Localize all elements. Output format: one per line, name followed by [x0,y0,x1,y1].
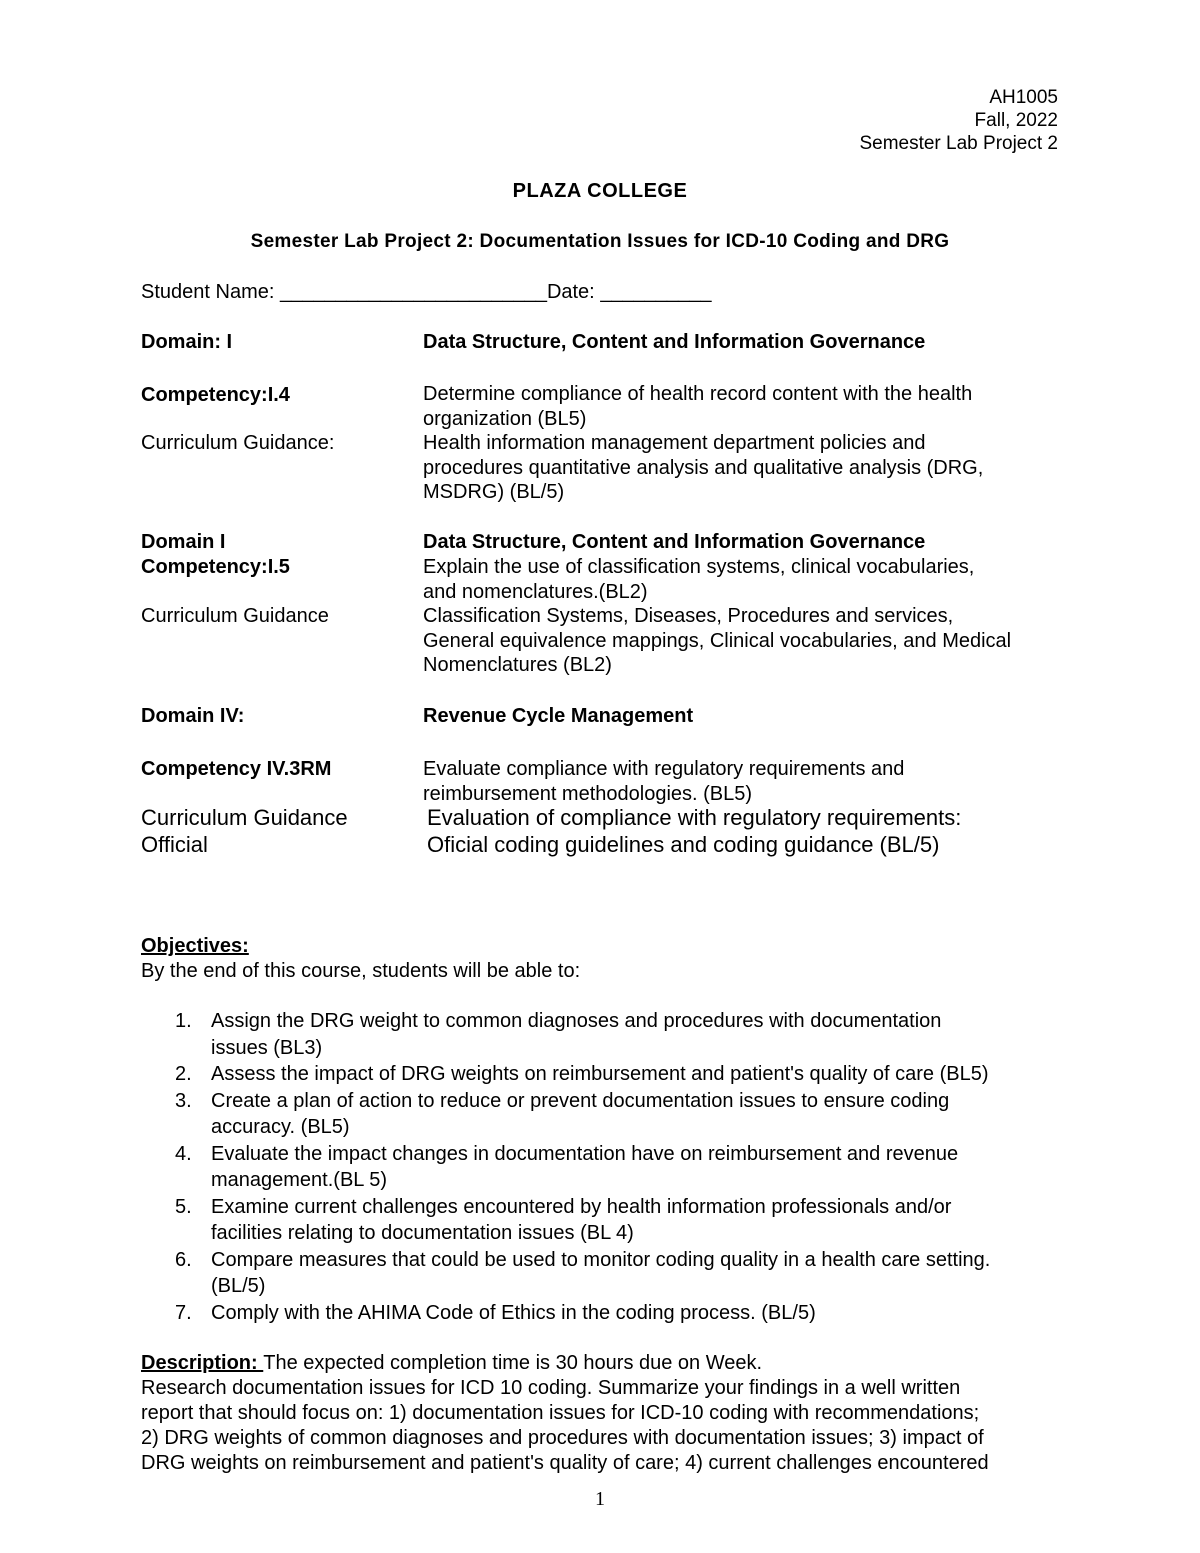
list-item-number: 2. [175,1063,192,1085]
list-item-number: 6. [175,1248,192,1271]
competency-1-5-line: and nomenclatures.(BL2) [423,580,648,603]
competency-1-4-label: Competency:I.4 [141,384,290,406]
description-line-1 [141,1351,1071,1376]
list-item-text: Evaluate the impact changes in documentation have on reimbursement and revenue [211,1142,959,1165]
page-title: Semester Lab Project 2: Documentation Issues for ICD-10 Coding and DRG [250,231,950,252]
domain-1-label: Domain: I [141,331,233,353]
list-item [141,1008,1061,1061]
description-text: report that should focus on: 1) documentation issues for ICD-10 coding with recommendations; [141,1402,980,1424]
objectives-heading: Objectives: [141,935,249,957]
date-blank[interactable]: __________ [600,281,712,303]
competency-1-4-line: organization (BL5) [423,407,587,430]
description-text: DRG weights on reimbursement and patient's quality of care; 4) current challenges encountered [141,1452,989,1474]
competency-1-5-label: Competency:I.5 [141,556,290,578]
page-number: 1 [595,1488,605,1510]
description-text: Research documentation issues for ICD 10 coding. Summarize your findings in a well written [141,1377,961,1399]
student-line [141,281,712,304]
curriculum-guidance-1-label: Curriculum Guidance: [141,432,335,454]
college-name: PLAZA COLLEGE [512,180,688,202]
list-item-text: issues (BL3) [211,1036,323,1059]
domain-2-label: Domain I [141,531,226,553]
description-text: 2) DRG weights of common diagnoses and procedures with documentation issues; 3) impact of [141,1427,984,1449]
list-item-number: 3. [175,1089,192,1112]
competency-1-5-line: Explain the use of classification systems, clinical vocabularies, [423,556,975,578]
description [141,1351,1071,1476]
competency-1-5-text [423,555,974,604]
official-value: Oficial coding guidelines and coding guidance (BL/5) [427,832,940,857]
date-label: Date: [546,281,595,303]
list-item-text: Examine current challenges encountered by health information professionals and/or [211,1195,952,1218]
domain-4-label: Domain IV: [141,705,245,727]
curriculum-guidance-line: Health information management department policies and [423,432,926,454]
competency-1-4-text [423,382,972,431]
competency-1-4-line: Determine compliance of health record content with the health [423,383,973,405]
list-item-text: Assign the DRG weight to common diagnoses and procedures with documentation [211,1010,942,1032]
list-item [141,1300,1061,1327]
list-item-text: Assess the impact of DRG weights on reimbursement and patient's quality of care (BL5) [211,1063,989,1085]
student-name-label: Student Name: [141,281,275,303]
document-header [859,86,1058,155]
domain-1-value: Data Structure, Content and Information Governance [423,331,926,353]
list-item-number: 1. [175,1010,192,1032]
objectives-list [141,1008,1061,1326]
list-item-text: management.(BL 5) [211,1169,388,1191]
list-item-text: (BL/5) [211,1275,266,1297]
list-item-number: 5. [175,1195,192,1218]
objectives-intro: By the end of this course, students will be able to: [141,960,581,982]
curriculum-guidance-2-label: Curriculum Guidance [141,605,329,627]
list-item-number: 4. [175,1142,192,1165]
competency-4-3rm-label: Competency IV.3RM [141,758,332,780]
curriculum-guidance-2-text [423,604,1011,678]
list-item [141,1061,1061,1088]
list-item [141,1141,1061,1194]
list-item-text: accuracy. (BL5) [211,1116,350,1138]
competency-4-3rm-line: Evaluate compliance with regulatory requirements and [423,758,905,780]
list-item [141,1247,1061,1300]
term: Fall, 2022 [974,110,1058,131]
competency-4-3rm-text [423,757,904,806]
course-code: AH1005 [989,87,1058,108]
description-text: The expected completion time is 30 hours due on Week. [263,1352,763,1374]
domain-2-value: Data Structure, Content and Information Governance [423,531,926,553]
competency-4-3rm-line: reimbursement methodologies. (BL5) [423,782,753,805]
list-item-text: Compare measures that could be used to monitor coding quality in a health care setting. [211,1248,991,1271]
list-item-text: Comply with the AHIMA Code of Ethics in the coding process. (BL/5) [211,1301,816,1324]
list-item [141,1194,1061,1247]
domain-4-value: Revenue Cycle Management [423,705,694,727]
description-heading: Description: [141,1352,264,1374]
curriculum-guidance-3-value: Evaluation of compliance with regulatory requirements: [427,805,962,830]
curriculum-guidance-3-label: Curriculum Guidance [141,805,348,830]
curriculum-guidance-1-text [423,431,983,505]
curriculum-guidance-line: procedures quantitative analysis and qualitative analysis (DRG, [423,456,984,479]
project-label: Semester Lab Project 2 [859,133,1058,154]
list-item-text: facilities relating to documentation issues (BL 4) [211,1222,634,1244]
official-label: Official [141,832,208,857]
curriculum-guidance-line: Classification Systems, Diseases, Procedures and services, [423,605,954,627]
curriculum-guidance-line: MSDRG) (BL/5) [423,481,565,503]
list-item [141,1088,1061,1141]
curriculum-guidance-line: General equivalence mappings, Clinical vocabularies, and Medical [423,629,1012,652]
list-item-text: Create a plan of action to reduce or prevent documentation issues to ensure coding [211,1089,950,1112]
curriculum-guidance-line: Nomenclatures (BL2) [423,654,612,676]
student-name-blank[interactable]: ________________________ [279,281,547,303]
list-item-number: 7. [175,1301,192,1324]
